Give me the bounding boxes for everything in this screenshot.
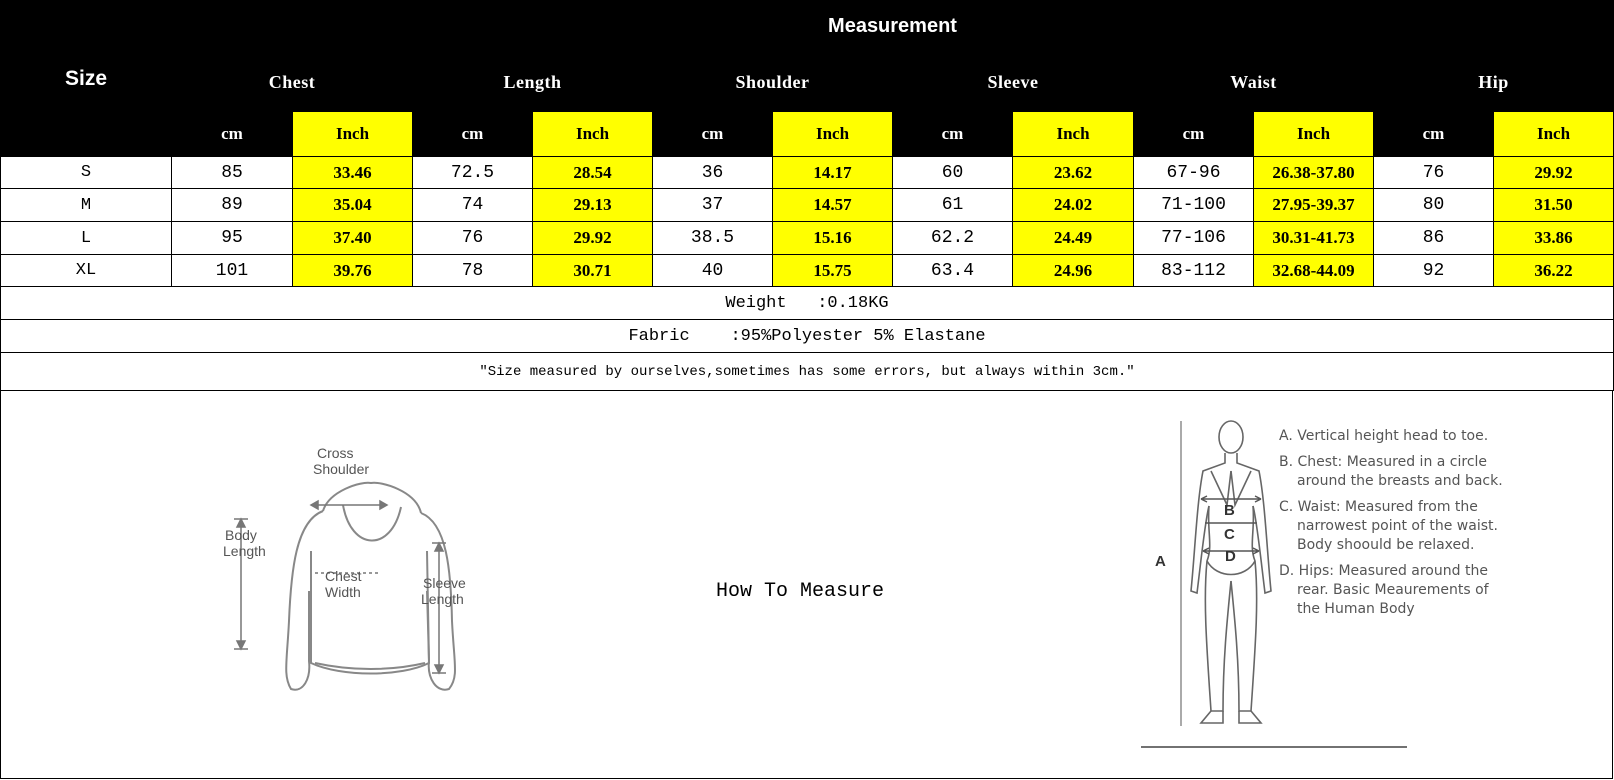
group-header-waist: Waist: [1134, 53, 1374, 112]
size-cell: L: [1, 222, 172, 255]
value-cell: 76: [413, 222, 533, 255]
value-cell: 71-100: [1134, 189, 1254, 222]
value-cell: 29.92: [533, 222, 653, 255]
note-d: D. Hips: Measured around the rear. Basic Meaurements of the Human Body: [1279, 563, 1489, 617]
value-cell: 23.62: [1013, 157, 1134, 189]
unit-cm: cm: [413, 112, 533, 157]
value-cell: 33.86: [1494, 222, 1614, 255]
value-cell: 92: [1374, 255, 1494, 287]
weight-value: :0.18KG: [817, 293, 889, 313]
value-cell: 14.57: [773, 189, 893, 222]
value-cell: 61: [893, 189, 1013, 222]
fabric-label: Fabric: [628, 326, 690, 346]
value-cell: 76: [1374, 157, 1494, 189]
table-row: [1, 255, 1614, 287]
value-cell: 29.92: [1494, 157, 1614, 189]
letter-a-label: A: [1155, 553, 1166, 570]
group-header-length: Length: [413, 53, 653, 112]
sleeve-length-label-2: Length: [421, 591, 464, 607]
value-cell: 38.5: [653, 222, 773, 255]
value-cell: 37.40: [293, 222, 413, 255]
value-cell: 24.96: [1013, 255, 1134, 287]
value-cell: 26.38-37.80: [1254, 157, 1374, 189]
unit-inch: Inch: [773, 112, 893, 157]
value-cell: 39.76: [293, 255, 413, 287]
letter-c-label: C: [1224, 526, 1235, 543]
value-cell: 77-106: [1134, 222, 1254, 255]
unit-inch: Inch: [533, 112, 653, 157]
table-row: [1, 222, 1614, 255]
fabric-row: [1, 320, 1614, 353]
value-cell: 40: [653, 255, 773, 287]
unit-cm: cm: [893, 112, 1013, 157]
value-cell: 95: [172, 222, 293, 255]
chest-width-label-1: Chest: [325, 568, 362, 584]
size-header: Size: [1, 1, 172, 157]
value-cell: 30.31-41.73: [1254, 222, 1374, 255]
size-cell: M: [1, 189, 172, 222]
size-note: "Size measured by ourselves,sometimes has some errors, but always within 3cm.": [1, 353, 1614, 391]
size-cell: XL: [1, 255, 172, 287]
unit-inch: Inch: [1254, 112, 1374, 157]
human-body-icon: [1191, 421, 1271, 723]
unit-inch: Inch: [293, 112, 413, 157]
body-length-label-1: Body: [225, 527, 257, 543]
how-to-measure-title: How To Measure: [716, 580, 885, 603]
value-cell: 89: [172, 189, 293, 222]
value-cell: 27.95-39.37: [1254, 189, 1374, 222]
table-row: [1, 157, 1614, 189]
size-cell: S: [1, 157, 172, 189]
value-cell: 101: [172, 255, 293, 287]
value-cell: 24.02: [1013, 189, 1134, 222]
note-c: C. Waist: Measured from the narrowest point of the waist. Body shoould be relaxed.: [1279, 499, 1498, 553]
value-cell: 35.04: [293, 189, 413, 222]
unit-cm: cm: [653, 112, 773, 157]
unit-inch: Inch: [1494, 112, 1614, 157]
value-cell: 32.68-44.09: [1254, 255, 1374, 287]
letter-d-label: D: [1225, 548, 1236, 565]
note-a: A. Vertical height head to toe.: [1279, 428, 1489, 444]
value-cell: 31.50: [1494, 189, 1614, 222]
table-row: [1, 189, 1614, 222]
weight-label: Weight: [725, 293, 787, 313]
value-cell: 83-112: [1134, 255, 1254, 287]
value-cell: 72.5: [413, 157, 533, 189]
measurement-header: Measurement: [172, 1, 1614, 53]
value-cell: 80: [1374, 189, 1494, 222]
group-header-sleeve: Sleeve: [893, 53, 1134, 112]
body-length-label-2: Length: [223, 543, 266, 559]
chest-width-label-2: Width: [325, 584, 361, 600]
value-cell: 74: [413, 189, 533, 222]
shirt-diagram: [211, 431, 731, 731]
value-cell: 30.71: [533, 255, 653, 287]
value-cell: 60: [893, 157, 1013, 189]
how-to-measure-panel: [0, 391, 1613, 779]
value-cell: 36.22: [1494, 255, 1614, 287]
value-cell: 37: [653, 189, 773, 222]
unit-inch: Inch: [1013, 112, 1134, 157]
note-b: B. Chest: Measured in a circle around the breasts and back.: [1279, 454, 1503, 489]
measurement-notes: [1279, 427, 1509, 626]
value-cell: 15.75: [773, 255, 893, 287]
value-cell: 85: [172, 157, 293, 189]
sleeve-length-label-1: Sleeve: [423, 575, 466, 591]
weight-row: [1, 287, 1614, 320]
value-cell: 28.54: [533, 157, 653, 189]
value-cell: 36: [653, 157, 773, 189]
value-cell: 67-96: [1134, 157, 1254, 189]
cross-shoulder-label-1: Cross: [317, 445, 354, 461]
value-cell: 86: [1374, 222, 1494, 255]
unit-cm: cm: [1134, 112, 1254, 157]
unit-row: [1, 112, 1614, 157]
value-cell: 78: [413, 255, 533, 287]
fabric-value: :95%Polyester 5% Elastane: [730, 326, 986, 346]
group-header-shoulder: Shoulder: [653, 53, 893, 112]
value-cell: 24.49: [1013, 222, 1134, 255]
cross-shoulder-label-2: Shoulder: [313, 461, 370, 477]
value-cell: 29.13: [533, 189, 653, 222]
letter-b-label: B: [1224, 502, 1235, 519]
group-header-chest: Chest: [172, 53, 413, 112]
value-cell: 63.4: [893, 255, 1013, 287]
group-header-hip: Hip: [1374, 53, 1614, 112]
value-cell: 15.16: [773, 222, 893, 255]
unit-cm: cm: [1374, 112, 1494, 157]
unit-cm: cm: [172, 112, 293, 157]
value-cell: 33.46: [293, 157, 413, 189]
value-cell: 62.2: [893, 222, 1013, 255]
value-cell: 14.17: [773, 157, 893, 189]
